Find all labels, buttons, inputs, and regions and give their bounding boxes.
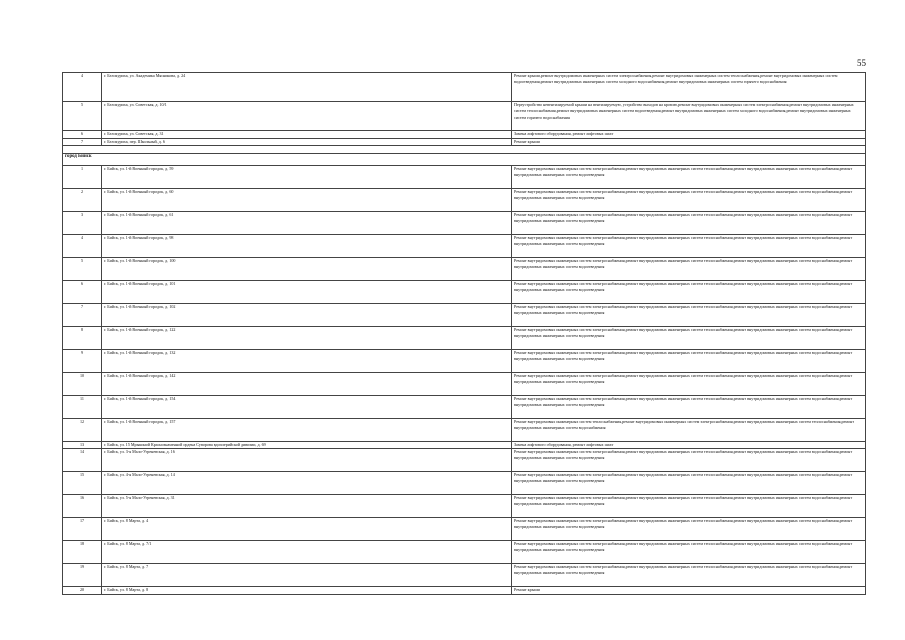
work-description-cell: Ремонт внутридомовых инженерных систем электроснабжения,ремонт внутридомовых инженерных систем теплоснабжения,ремонт внутридомовых инженерных систем водоснабжения,ремонт внутридомовых инженерных систем водоотведения [512,395,866,418]
row-number: 9 [63,349,102,372]
table-row [63,257,866,280]
work-description-cell: Замена лифтового оборудования, ремонт лифтовых шахт [512,131,866,139]
address-cell: г. Бийск, ул. 3-я Мало-Угреневская, д. 16 [102,449,512,472]
row-number: 1 [63,165,102,188]
row-number: 17 [63,518,102,541]
row-number: 6 [63,131,102,139]
address-cell: г. Белокуриха, пер. Школьный, д. 6 [102,138,512,146]
row-number: 6 [63,280,102,303]
work-description-cell: Замена лифтового оборудования, ремонт лифтовых шахт [512,441,866,449]
row-number: 19 [63,564,102,587]
table-row [63,165,866,188]
blank-cell [63,146,866,154]
row-number: 12 [63,418,102,441]
table-row [63,564,866,587]
address-cell: г. Бийск, ул. 1-й Военный городок, д. 101 [102,280,512,303]
table-row [63,395,866,418]
row-number: 15 [63,472,102,495]
work-description-cell: Ремонт внутридомовых инженерных систем электроснабжения,ремонт внутридомовых инженерных систем теплоснабжения,ремонт внутридомовых инженерных систем водоснабжения,ремонт внутридомовых инженерных систем водоотведения [512,495,866,518]
address-cell: г. Бийск, ул. 8 Марта, д. 8 [102,587,512,595]
address-cell: г. Бийск, ул. 4-я Мало-Угреневская, д. 14 [102,472,512,495]
table-row [63,449,866,472]
work-description-cell: Переустройство невентилируемой крыши на вентилируемую, устройство выходов на кровлю,ремонт внутридомовых инженерных систем электроснабжения,ремонт внутридомовых инженерных систем теплоснабжения,ремонт внутридомовых инженерных систем водоотведения,ремонт внутридомовых инженерных систем холодного водоснабжения,ремонт внутридомовых инженерных систем горячего водоснабжения [512,102,866,131]
table-row [63,138,866,146]
row-number: 14 [63,449,102,472]
address-cell: г. Бийск, ул. 1-й Военный городок, д. 132 [102,349,512,372]
work-description-cell: Ремонт крыши [512,587,866,595]
table-row [63,102,866,131]
table-body [63,73,866,595]
address-cell: г. Бийск, ул. 8 Марта, д. 7 [102,564,512,587]
work-description-cell: Ремонт внутридомовых инженерных систем электроснабжения,ремонт внутридомовых инженерных систем теплоснабжения,ремонт внутридомовых инженерных систем водоснабжения,ремонт внутридомовых инженерных систем водоотведения [512,165,866,188]
work-description-cell: Ремонт внутридомовых инженерных систем теплоснабжения,ремонт внутридомовых инженерных систем электроснабжения,ремонт внутридомовых инженерных систем теплоснабжения,ремонт внутридомовых инженерных систем водоснабжения [512,418,866,441]
work-description-cell: Ремонт внутридомовых инженерных систем электроснабжения,ремонт внутридомовых инженерных систем теплоснабжения,ремонт внутридомовых инженерных систем водоснабжения,ремонт внутридомовых инженерных систем водоотведения [512,234,866,257]
row-number: 2 [63,188,102,211]
table-row [63,441,866,449]
row-number: 5 [63,102,102,131]
address-cell: г. Бийск, ул. 8 Марта, д. 4 [102,518,512,541]
address-cell: г. Бийск, ул. 1-й Военный городок, д. 142 [102,372,512,395]
row-number: 3 [63,211,102,234]
address-cell: г. Бийск, ул. 1-й Военный городок, д. 59 [102,165,512,188]
table-row [63,73,866,102]
table-row [63,303,866,326]
address-cell: г. Белокуриха, ул. Академика Мясникова, д. 24 [102,73,512,102]
address-cell: г. Бийск, ул. 8 Марта, д. 7/1 [102,541,512,564]
address-cell: г. Бийск, ул. 1-й Военный городок, д. 100 [102,257,512,280]
row-number: 7 [63,138,102,146]
row-number: 7 [63,303,102,326]
work-description-cell: Ремонт внутридомовых инженерных систем электроснабжения,ремонт внутридомовых инженерных систем теплоснабжения,ремонт внутридомовых инженерных систем водоснабжения,ремонт внутридомовых инженерных систем водоотведения [512,280,866,303]
table-row [63,587,866,595]
section-title: город Бийск [63,153,866,165]
blank-row [63,146,866,154]
table-row [63,349,866,372]
table-row [63,326,866,349]
work-description-cell: Ремонт крыши,ремонт внутридомовых инженерных систем электроснабжения,ремонт внутридомовых инженерных систем теплоснабжения,ремонт внутридомовых инженерных систем водоотведения,ремонт внутридомовых инженерных систем холодного водоснабжения,ремонт внутридомовых инженерных систем горячего водоснабжения [512,73,866,102]
address-cell: г. Бийск, ул. 1-й Военный городок, д. 61 [102,211,512,234]
table-row [63,372,866,395]
table-row [63,541,866,564]
address-cell: г. Бийск, ул. 1-й Военный городок, д. 154 [102,395,512,418]
address-cell: г. Белокуриха, ул. Советская, д. 31 [102,131,512,139]
page-number: 55 [857,58,866,68]
work-description-cell: Ремонт внутридомовых инженерных систем электроснабжения,ремонт внутридомовых инженерных систем теплоснабжения,ремонт внутридомовых инженерных систем водоснабжения,ремонт внутридомовых инженерных систем водоотведения [512,257,866,280]
table-row [63,418,866,441]
work-description-cell: Ремонт внутридомовых инженерных систем электроснабжения,ремонт внутридомовых инженерных систем теплоснабжения,ремонт внутридомовых инженерных систем водоснабжения,ремонт внутридомовых инженерных систем водоотведения [512,188,866,211]
work-description-cell: Ремонт внутридомовых инженерных систем электроснабжения,ремонт внутридомовых инженерных систем теплоснабжения,ремонт внутридомовых инженерных систем водоснабжения,ремонт внутридомовых инженерных систем водоотведения [512,372,866,395]
address-cell: г. Бийск, ул. 1-й Военный городок, д. 98 [102,234,512,257]
address-cell: г. Белокуриха, ул. Советская, д. 10/1 [102,102,512,131]
table-row [63,518,866,541]
section-row [63,153,866,165]
table-row [63,495,866,518]
table-row [63,234,866,257]
row-number: 5 [63,257,102,280]
table-row [63,131,866,139]
work-description-cell: Ремонт внутридомовых инженерных систем электроснабжения,ремонт внутридомовых инженерных систем теплоснабжения,ремонт внутридомовых инженерных систем водоснабжения,ремонт внутридомовых инженерных систем водоотведения [512,326,866,349]
work-description-cell: Ремонт внутридомовых инженерных систем электроснабжения,ремонт внутридомовых инженерных систем теплоснабжения,ремонт внутридомовых инженерных систем водоснабжения,ремонт внутридомовых инженерных систем водоотведения [512,303,866,326]
table-row [63,188,866,211]
address-cell: г. Бийск, ул. 1-й Военный городок, д. 157 [102,418,512,441]
address-cell: г. Бийск, ул. 1-й Военный городок, д. 102 [102,303,512,326]
row-number: 4 [63,73,102,102]
row-number: 10 [63,372,102,395]
address-cell: г. Бийск, ул. 1-й Военный городок, д. 60 [102,188,512,211]
table-row [63,280,866,303]
work-description-cell: Ремонт внутридомовых инженерных систем электроснабжения,ремонт внутридомовых инженерных систем теплоснабжения,ремонт внутридомовых инженерных систем водоснабжения,ремонт внутридомовых инженерных систем водоотведения [512,472,866,495]
address-cell: г. Бийск, ул. 5-я Мало-Угреневская, д. 31 [102,495,512,518]
address-cell: г. Бийск, ул. 15 Мрыкиной Краснознаменной ордена Суворова вдоплерийской дивизии, д. 69 [102,441,512,449]
row-number: 20 [63,587,102,595]
row-number: 16 [63,495,102,518]
row-number: 13 [63,441,102,449]
work-description-cell: Ремонт внутридомовых инженерных систем электроснабжения,ремонт внутридомовых инженерных систем теплоснабжения,ремонт внутридомовых инженерных систем водоснабжения,ремонт внутридомовых инженерных систем водоотведения [512,518,866,541]
work-description-cell: Ремонт внутридомовых инженерных систем электроснабжения,ремонт внутридомовых инженерных систем теплоснабжения,ремонт внутридомовых инженерных систем водоснабжения,ремонт внутридомовых инженерных систем водоотведения [512,211,866,234]
table-row [63,472,866,495]
work-description-cell: Ремонт внутридомовых инженерных систем электроснабжения,ремонт внутридомовых инженерных систем теплоснабжения,ремонт внутридомовых инженерных систем водоснабжения,ремонт внутридомовых инженерных систем водоотведения [512,349,866,372]
work-description-cell: Ремонт внутридомовых инженерных систем электроснабжения,ремонт внутридомовых инженерных систем теплоснабжения,ремонт внутридомовых инженерных систем водоснабжения,ремонт внутридомовых инженерных систем водоотведения [512,564,866,587]
repair-schedule-table [62,72,866,595]
work-description-cell: Ремонт внутридомовых инженерных систем электроснабжения,ремонт внутридомовых инженерных систем теплоснабжения,ремонт внутридомовых инженерных систем водоснабжения,ремонт внутридомовых инженерных систем водоотведения [512,541,866,564]
address-cell: г. Бийск, ул. 1-й Военный городок, д. 122 [102,326,512,349]
table-row [63,211,866,234]
work-description-cell: Ремонт внутридомовых инженерных систем электроснабжения,ремонт внутридомовых инженерных систем теплоснабжения,ремонт внутридомовых инженерных систем водоснабжения,ремонт внутридомовых инженерных систем водоотведения [512,449,866,472]
work-description-cell: Ремонт крыши [512,138,866,146]
row-number: 4 [63,234,102,257]
row-number: 18 [63,541,102,564]
row-number: 8 [63,326,102,349]
row-number: 11 [63,395,102,418]
